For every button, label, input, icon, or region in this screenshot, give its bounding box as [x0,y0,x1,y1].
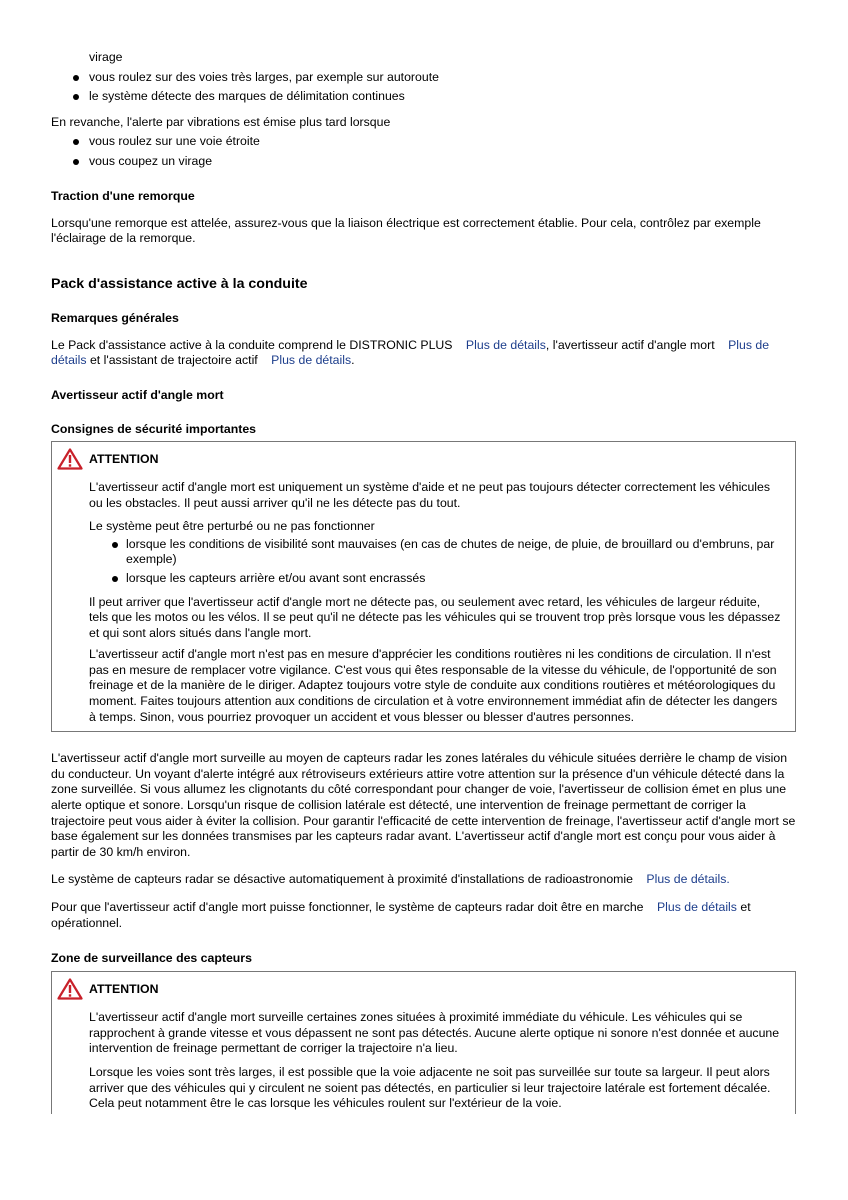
list-item: virage [89,50,123,64]
warning-header [52,448,795,470]
warning-triangle-icon [57,448,83,470]
remarques-text-1: Le Pack d'assistance active à la conduite comprend le DISTRONIC PLUS [51,337,453,352]
warning-paragraph: L'avertisseur actif d'angle mort surveille certaines zones situées à proximité immédiate du véhicule. Les véhicules qui se rapprochent à grande vitesse et vous dépassent ne sont pas détectés. Aucune alerte optique ni sonore n'est donnée et aucune intervention de freinage permettant de corriger la trajectoire n'a lieu. [89,1010,780,1056]
paragraph-vibration: En revanche, l'alerte par vibrations est émise plus tard lorsque [51,114,391,129]
paragraph-traction: Lorsqu'une remorque est attelée, assurez-vous que la liaison électrique est correctement établie. Pour cela, contrôlez par exemple l'éclairage de la remorque. [51,215,761,246]
bullet-list-top [51,50,796,105]
warning-body [52,480,795,725]
warning-header [52,978,795,1000]
fonctionner-text: Pour que l'avertisseur actif d'angle mort puisse fonctionner, le système de capteurs radar doit être en marche [51,900,644,914]
radio-text: Le système de capteurs radar se désactive automatiquement à proximité d'installations de radioastronomie [51,872,633,887]
details-link[interactable]: Plus de détails [656,900,737,914]
warning-paragraph: Lorsque les voies sont très larges, il est possible que la voie adjacente ne soit pas surveillée sur toute sa largeur. Il peut alors arriver que des véhicules qui y circulent ne soient pas détectés, en particulier si leur trajectoire latérale est fortement décalée. Cela peut notamment être le cas lorsque les véhicules roulent sur l'extérieur de la voie. [89,1064,771,1111]
list-item: vous coupez un virage [51,154,796,170]
details-link[interactable]: Plus de détails [465,337,546,352]
warning-title: ATTENTION [89,982,159,997]
radio-end: . [726,872,730,887]
heading-zone: Zone de surveillance des capteurs [51,951,252,966]
warning-paragraph: Il peut arriver que l'avertisseur actif d'angle mort ne détecte pas, ou seulement avec retard, les véhicules de largeur réduite, tels que les motos ou les vélos. Il se peut qu'il ne détecte pas les véhicules qui se trouvent trop près lorsque vous les dépassez et qui sont alors situés dans l'angle mort. [89,594,781,640]
warning-triangle-icon [57,978,83,1000]
heading-consignes: Consignes de sécurité importantes [51,421,257,436]
paragraph-radioastronomie [51,872,796,888]
heading-avertisseur: Avertisseur actif d'angle mort [51,387,224,402]
heading-traction: Traction d'une remorque [51,188,195,203]
section-title: Pack d'assistance active à la conduite [51,275,308,292]
remarques-text-4: . [351,353,355,368]
remarques-text-3: et l'assistant de trajectoire actif [86,353,258,368]
list-item: vous roulez sur une voie étroite [51,134,796,150]
paragraph-surveillance: L'avertisseur actif d'angle mort surveille au moyen de capteurs radar les zones latérales du véhicule situées derrière le champ de vision du conducteur. Un voyant d'alerte intégré aux rétroviseurs extérieurs attire votre attention sur la présence d'un véhicule détecté dans la zone surveillée. Si vous allumez les clignotants du côté correspondant pour changer de voie, l'avertisseur de collision émet en plus une alerte optique et sonore. Lorsqu'un risque de collision latérale est détecté, une intervention de freinage permettant de corriger la trajectoire peut vous aider à éviter la collision. Pour garantir l'efficacité de cette intervention de freinage, l'avertisseur actif d'angle mort se base également sur les données transmises par les capteurs radar avant. L'avertisseur actif d'angle mort est conçu pour vous aider à partir de 30 km/h environ. [51,751,796,859]
list-item: vous roulez sur des voies très larges, par exemple sur autoroute [51,70,796,86]
paragraph-fonctionner [51,900,796,931]
list-item: le système détecte des marques de délimitation continues [51,89,796,105]
fonctionner-end: et opérationnel. [51,900,751,930]
warning-bullet-list [52,537,781,587]
list-item: lorsque les conditions de visibilité sont mauvaises (en cas de chutes de neige, de pluie, de brouillard ou d'embruns, par exemple) [52,537,781,568]
warning-box [51,441,796,732]
warning-body [52,1010,795,1112]
heading-remarques: Remarques générales [51,310,179,325]
warning-paragraph: L'avertisseur actif d'angle mort n'est pas en mesure d'apprécier les conditions routières ni les conditions de circulation. Il n'est pas en mesure de remplacer votre vigilance. C'est vous qui êtes responsable de la vitesse du véhicule, de l'opportunité de son freinage et de la manière de le diriger. Adaptez toujours votre style de conduite aux conditions routières et météorologiques du moment. Faites toujours attention aux conditions de circulation et à votre environnement immédiat afin de détecter les dangers à temps. Sinon, vous pourriez provoquer un accident et vous blesser ou blesser d'autres personnes. [89,647,778,724]
bullet-list-vibration [51,134,796,169]
warning-paragraph: L'avertisseur actif d'angle mort est uniquement un système d'aide et ne peut pas toujours détecter correctement les véhicules ou les obstacles. Il peut aussi arriver qu'il ne les détecte pas du tout. [89,479,771,510]
details-link[interactable]: Plus de détails [646,872,727,887]
warning-title: ATTENTION [89,451,159,466]
warning-paragraph: Le système peut être perturbé ou ne pas fonctionner [89,519,375,534]
details-link[interactable]: Plus de détails [51,337,770,368]
paragraph-remarques [51,338,796,369]
warning-box [51,971,796,1114]
list-item: lorsque les capteurs arrière et/ou avant sont encrassés [52,571,781,587]
details-link[interactable]: Plus de détails [271,353,352,368]
remarques-text-2: , l'avertisseur actif d'angle mort [545,337,715,352]
document-page [51,50,796,1114]
